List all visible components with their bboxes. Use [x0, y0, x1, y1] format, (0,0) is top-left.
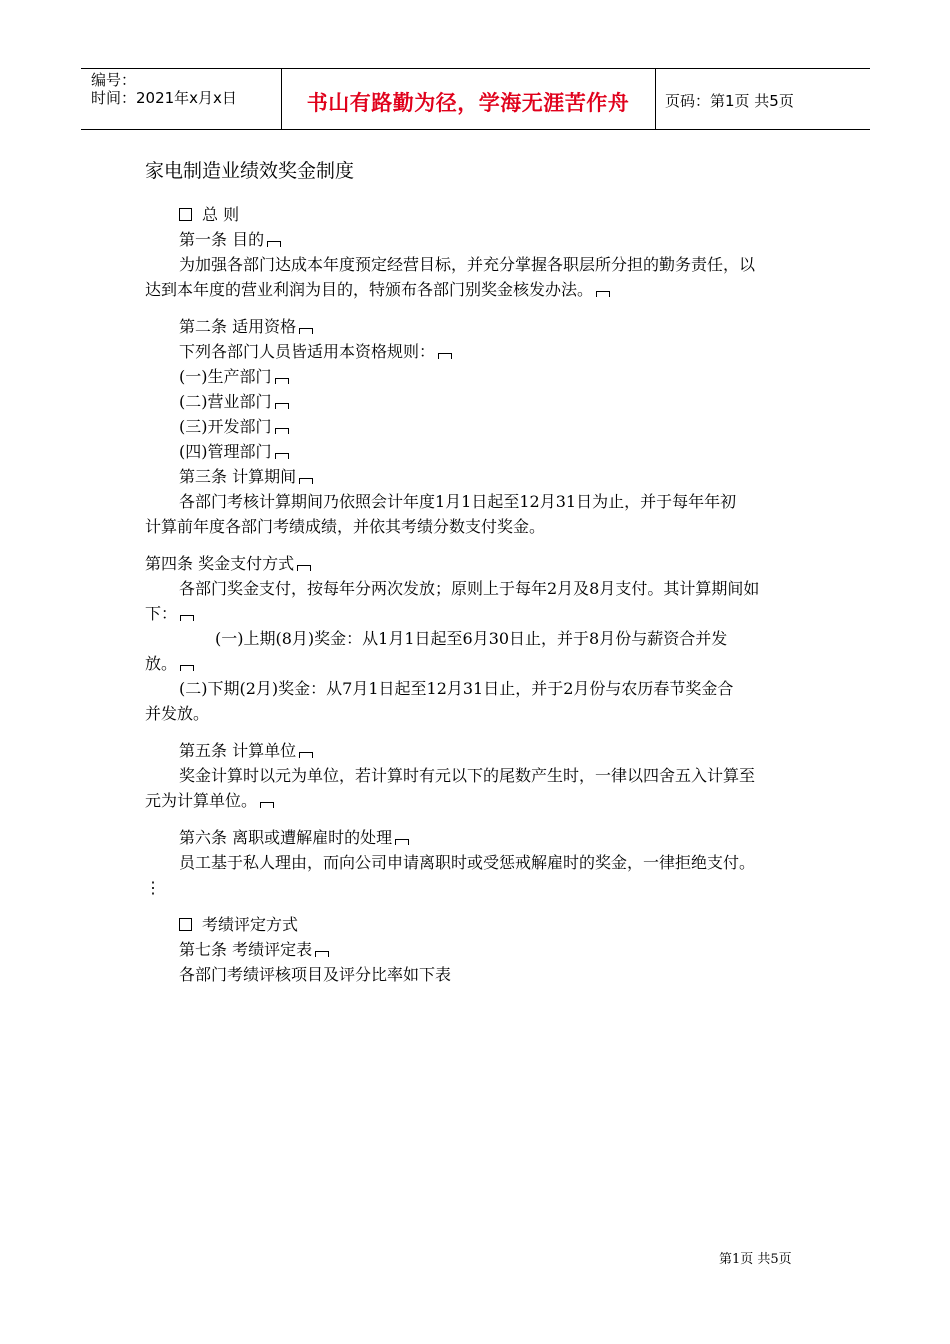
- paragraph-line: 为加强各部门达成本年度预定经营目标，并充分掌握各职层所分担的勤务责任，以: [179, 255, 756, 274]
- paragraph-line: 下：: [145, 601, 810, 626]
- document-body: [145, 202, 810, 987]
- header-motto: 书山有路勤为径，学海无涯苦作舟: [306, 91, 630, 115]
- ellipsis-mark: ⋮: [145, 878, 161, 897]
- paragraph-line: 下列各部门人员皆适用本资格规则：: [145, 339, 810, 364]
- article-heading: 第一条 目的: [145, 227, 810, 252]
- section-heading: 总 则: [145, 202, 810, 227]
- list-item: (四)管理部门: [145, 439, 810, 464]
- paragraph-mark-icon: [299, 328, 313, 334]
- page-header: [81, 68, 870, 130]
- paragraph-mark-icon: [299, 478, 313, 484]
- list-item: (二)营业部门: [145, 389, 810, 414]
- paragraph-mark-icon: [395, 839, 409, 845]
- paragraph-mark-icon: [596, 291, 610, 297]
- paragraph-line: 员工基于私人理由，而向公司申请离职时或受惩戒解雇时的奖金，一律拒绝支付。: [179, 853, 756, 872]
- paragraph-mark-icon: [297, 565, 311, 571]
- paragraph-mark-icon: [275, 403, 289, 409]
- article-heading: 第四条 奖金支付方式: [145, 551, 810, 576]
- article-heading: 第五条 计算单位: [145, 738, 810, 763]
- article-heading: 第二条 适用资格: [145, 314, 810, 339]
- section-heading: 考绩评定方式: [145, 912, 810, 937]
- paragraph-line: 放。: [145, 651, 810, 676]
- paragraph-line: 各部门考核计算期间乃依照会计年度1月1日起至12月31日为止，并于每年年初: [179, 492, 737, 511]
- paragraph-line: 各部门考绩评核项目及评分比率如下表: [179, 965, 452, 984]
- paragraph-mark-icon: [267, 241, 281, 247]
- checkbox-icon: [179, 208, 192, 221]
- list-item: (一)生产部门: [145, 364, 810, 389]
- paragraph-line: 元为计算单位。: [145, 788, 810, 813]
- article-heading: 第三条 计算期间: [145, 464, 810, 489]
- document-title: 家电制造业绩效奖金制度: [145, 160, 355, 182]
- paragraph-line: 计算前年度各部门考绩成绩，并依其考绩分数支付奖金。: [145, 517, 546, 536]
- paragraph-line: (一)上期(8月)奖金：从1月1日起至6月30日止，并于8月份与薪资合并发: [215, 629, 728, 648]
- article-heading: 第六条 离职或遭解雇时的处理: [145, 825, 810, 850]
- paragraph-line: 并发放。: [145, 704, 210, 723]
- paragraph-mark-icon: [260, 802, 274, 808]
- paragraph-mark-icon: [275, 378, 289, 384]
- checkbox-icon: [179, 918, 192, 931]
- paragraph-mark-icon: [299, 752, 313, 758]
- page-footer: 第1页 共5页: [719, 1252, 792, 1267]
- paragraph-mark-icon: [315, 951, 329, 957]
- code-label: 编号：: [91, 71, 137, 89]
- header-page-info: 页码：第1页 共5页: [665, 92, 794, 110]
- paragraph-line: (二)下期(2月)奖金：从7月1日起至12月31日止，并于2月份与农历春节奖金合: [179, 679, 734, 698]
- header-meta: [91, 71, 237, 107]
- paragraph-mark-icon: [275, 453, 289, 459]
- paragraph-line: 奖金计算时以元为单位，若计算时有元以下的尾数产生时，一律以四舍五入计算至: [179, 766, 756, 785]
- paragraph-mark-icon: [180, 665, 194, 671]
- paragraph-mark-icon: [180, 615, 194, 621]
- article-heading: 第七条 考绩评定表: [145, 937, 810, 962]
- paragraph-mark-icon: [438, 353, 452, 359]
- time-label: 时间：2021年x月x日: [91, 89, 237, 107]
- paragraph-line: 达到本年度的营业利润为目的，特颁布各部门别奖金核发办法。: [145, 277, 810, 302]
- paragraph-mark-icon: [275, 428, 289, 434]
- header-divider: [655, 69, 656, 129]
- list-item: (三)开发部门: [145, 414, 810, 439]
- paragraph-line: 各部门奖金支付，按每年分两次发放；原则上于每年2月及8月支付。其计算期间如: [179, 579, 760, 598]
